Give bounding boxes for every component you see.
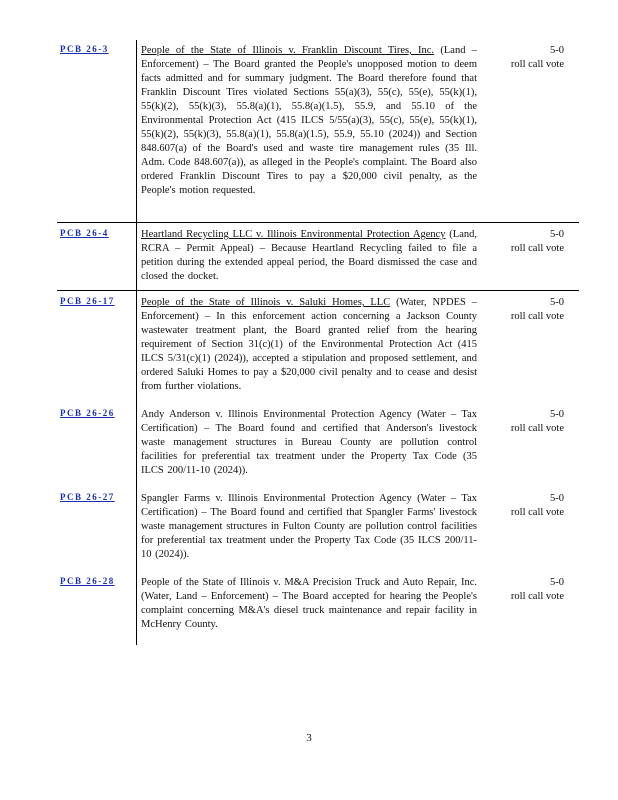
vote-type: roll call vote xyxy=(510,423,564,434)
case-summary: Andy Anderson v. Illinois Environmental Protection Agency (Water – Tax Certification) – The Board found and certified that Anderson's livestock waste management structures in Bureau County are pollution control facilities for preferential tax treatment under the Property Tax Code (35 ILCS 200/11-10 (2024)). xyxy=(141,409,477,476)
case-description xyxy=(141,228,477,284)
case-summary: (Water, NPDES – Enforcement) – In this enforcement action concerning a Jackson County wastewater treatment plant, the Board granted relief from the hearing requirement of Section 31(c)(1) of the Environmental Protection Act (415 ILCS 5/31(c)(1) (2024)), accepted a stipulation and proposed settlement, and ordered Saluki Homes to pay a $20,000 civil penalty and to cease and desist from further violations. xyxy=(141,297,477,392)
case-summary: (Land – Enforcement) – The Board granted the People's unopposed motion to deem facts admitted and for summary judgment. The Board therefore found that Franklin Discount Tires violated Sections 55(a)(3), 55(c), 55(e), 55(k)(1), 55(k)(2), 55(k)(3), 55.8(a)(1), 55.8(a)(1.5), 55.9, and 55.10 of the Environmental Protection Act (415 ILCS 5/55(a)(3), 55(c), 55(e), 55(k)(1), 55(k)(2), 55(k)(3), 55.8(a)(1), 55.8(a)(1.5), 55.9, 55.10 (2024)) and Section 848.607(a) of the Board's used and waste tire management rules (35 Ill. Adm. Code 848.607(a)), as alleged in the People's complaint. The Board also ordered Franklin Discount Tires to pay a $20,000 civil penalty, as the People's motion requested. xyxy=(141,45,477,196)
vote-type: roll call vote xyxy=(510,591,564,602)
case-summary: Spangler Farms v. Illinois Environmental Protection Agency (Water – Tax Certification) – The Board found and certified that Spangler Farms' livestock waste management structures in Fulton County are pollution control facilities for preferential tax treatment under the Property Tax Code (35 ILCS 200/11-10 (2024)). xyxy=(141,493,477,560)
row-divider xyxy=(57,222,579,223)
case-number-link[interactable]: PCB 26-28 xyxy=(60,576,115,586)
case-number-link[interactable]: PCB 26-26 xyxy=(60,408,115,418)
case-description xyxy=(141,296,477,394)
vote-count: 5-0 xyxy=(550,45,564,56)
case-title: People of the State of Illinois v. Franklin Discount Tires, Inc. xyxy=(141,45,435,56)
vote-type: roll call vote xyxy=(510,311,564,322)
case-description xyxy=(141,44,477,198)
vote-count: 5-0 xyxy=(550,409,564,420)
vote-count: 5-0 xyxy=(550,229,564,240)
vote-result xyxy=(500,576,564,604)
vote-result xyxy=(500,492,564,520)
vote-count: 5-0 xyxy=(550,297,564,308)
case-title: People of the State of Illinois v. Saluki Homes, LLC xyxy=(141,297,391,308)
case-number-link[interactable]: PCB 26-27 xyxy=(60,492,115,502)
case-summary: People of the State of Illinois v. M&A Precision Truck and Auto Repair, Inc. (Water, Land – Enforcement) – The Board accepted for hearing the People's complaint concerning M&A's diesel truck maintenance and repair facility in McHenry County. xyxy=(141,577,477,630)
page-number: 3 xyxy=(306,732,312,744)
vote-count: 5-0 xyxy=(550,493,564,504)
case-number-link[interactable]: PCB 26-4 xyxy=(60,228,109,238)
vote-count: 5-0 xyxy=(550,577,564,588)
case-description xyxy=(141,408,477,478)
row-divider xyxy=(57,290,579,291)
vote-result xyxy=(500,228,564,256)
vote-result xyxy=(500,408,564,436)
case-number-link[interactable]: PCB 26-17 xyxy=(60,296,115,306)
vote-type: roll call vote xyxy=(510,507,564,518)
vote-result xyxy=(500,44,564,72)
vote-type: roll call vote xyxy=(510,243,564,254)
case-title: Heartland Recycling LLC v. Illinois Environmental Protection Agency xyxy=(141,229,446,240)
case-number-link[interactable]: PCB 26-3 xyxy=(60,44,109,54)
vote-result xyxy=(500,296,564,324)
case-summary: (Land, RCRA – Permit Appeal) – Because Heartland Recycling failed to file a petition during the extended appeal period, the Board dismissed the case and closed the docket. xyxy=(141,229,477,282)
case-description xyxy=(141,576,477,632)
column-divider xyxy=(136,40,137,645)
vote-type: roll call vote xyxy=(510,59,564,70)
case-description xyxy=(141,492,477,562)
